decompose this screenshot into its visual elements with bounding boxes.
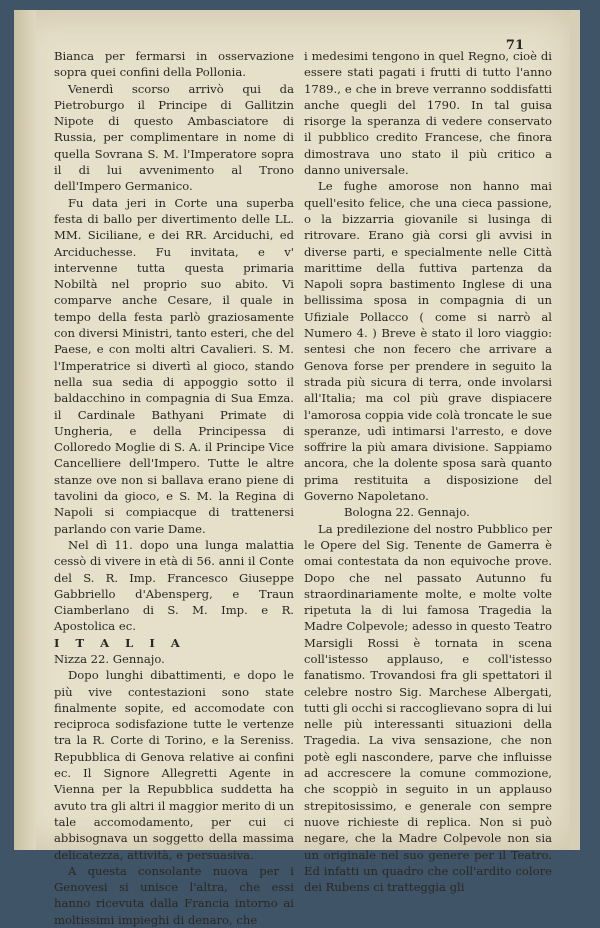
page-edge [570, 10, 580, 850]
paragraph: Le fughe amorose non hanno mai quell'esito felice, che una cieca passione, o la bizzarria giovanile si lusinga di ritrovare. Erano già corsi gli avvisi in diverse parti, e specialmente nelle Città marittime della futtiva partenza da Napoli sopra bastimento Inglese di una bellissima sposa in compagnia di un Ufiziale Pollacco ( come si narrò al Numero 4. ) Breve è stato il loro viaggio: sentesi che non fecero che arrivare a Genova forse per prendere in seguito la strada più sicura di terra, onde involarsi all'Italia; ma col più grave dispiacere l'amorosa coppia vide colà troncate le sue speranze, udì intimarsi l'arresto, e dove soffrire la più amara divisione. Sappiamo ancora, che la dolente sposa sarà quanto prima restituita a disposizione del Governo Napoletano. [304, 179, 552, 504]
newspaper-page [14, 10, 576, 927]
page-number: 71 [505, 38, 524, 53]
paragraph: Venerdì scorso arrivò qui da Pietroburgo il Principe di Gallitzin Nipote di questo Ambasciatore di Russia, per complimentare in nome di quella Sovrana S. M. l'Imperatore sopra il di lui avvenimento al Trono dell'Impero Germanico. [54, 81, 294, 194]
section-heading: I T A L I A [54, 635, 186, 650]
paragraph: Fu data jeri in Corte una superba festa di ballo per divertimento delle LL. MM. Siciliane, e dei RR. Arciduchi, ed Arciduchesse. Fu invitata, e v' intervenne tutta questa primaria Nobiltà nel proprio suo abito. Vi comparve anche Cesare, il quale in tempo della festa parlò graziosamente con diversi Ministri, tanto esteri, che del Paese, e con molti altri Cavalieri. S. M. l'Imperatrice si divertì al gioco, stando nella sua sedia di appoggio sotto il baldacchino in compagnia di Sua Emza. il Cardinale Bathyani Primate di Ungheria, e della Principessa di Colloredo Moglie di S. A. il Principe Vice Cancelliere dell'Impero. Tutte le altre stanze ove non si ballava erano piene di tavolini da gioco, e S. M. la Regina di Napoli si compiacque di trattenersi parlando con varie Dame. [54, 195, 294, 536]
right-column [304, 48, 552, 895]
paragraph: Dopo lunghi dibattimenti, e dopo le più vive contestazioni sono state finalmente sopite, ed accomodate con reciproca sodisfazione tutte le vertenze tra la R. Corte di Torino, e la Sereniss. Repubblica di Genova relative ai confini ec. Il Signore Allegretti Agente in Vienna per la Repubblica suddetta ha avuto tra gli altri il maggior merito di un tale accomodamento, per cui ci abbisognava un soggetto della massima delicatezza, attività, e persuasiva. [54, 668, 294, 862]
paragraph: A questa consolante nuova per i Genovesi si unisce l'altra, che essi hanno ricevuta dalla Francia intorno ai moltissimi impieghi di denaro, che [54, 863, 294, 927]
binding-spine [14, 10, 36, 850]
dateline: Nizza 22. Gennajo. [54, 651, 165, 666]
paragraph: Bianca per fermarsi in osservazione sopra quei confini della Pollonia. [54, 49, 294, 80]
dateline: Bologna 22. Gennajo. [344, 505, 470, 520]
paragraph: i medesimi tengono in quel Regno, cioè di essere stati pagati i frutti di tutto l'anno 1789., e che in breve verranno soddisfatti anche quegli del 1790. In tal guisa risorge la speranza di vedere conservato il pubblico credito Francese, che finora dimostrava uno stato il più critico a danno universale. [304, 49, 552, 178]
left-column [54, 48, 294, 928]
paragraph: La predilezione del nostro Pubblico per le Opere del Sig. Tenente de Gamerra è omai contestata da non equivoche prove. Dopo che nel passato Autunno fu straordinariamente molte, e molte volte ripetuta la di lui famosa Tragedia la Madre Colpevole; adesso in questo Teatro Marsigli Rossi è tornata in scena coll'istesso applauso, e coll'istesso fanatismo. Trovandosi fra gli spettatori il celebre nostro Sig. Marchese Albergati, tutti gli occhi si raccoglievano sopra di lui nelle più interessanti situazioni della Tragedia. La viva sensazione, che non potè egli nascondere, parve che influisse ad accrescere la comune commozione, che scoppiò in seguito in un applauso strepitosissimo, e generale con sempre nuove richieste di replica. Non si può negare, che la Madre Colpevole non sia un originale nel suo genere per il Teatro. Ed infatti un quadro che coll'ardito colore dei Rubens ci tratteggia gli [304, 521, 552, 895]
paragraph: Nel dì 11. dopo una lunga malattia cessò di vivere in età di 56. anni il Conte del S. R. Imp. Francesco Giuseppe Gabbriello d'Abensperg, e Traun Ciamberlano di S. M. Imp. e R. Apostolica ec. [54, 537, 294, 634]
